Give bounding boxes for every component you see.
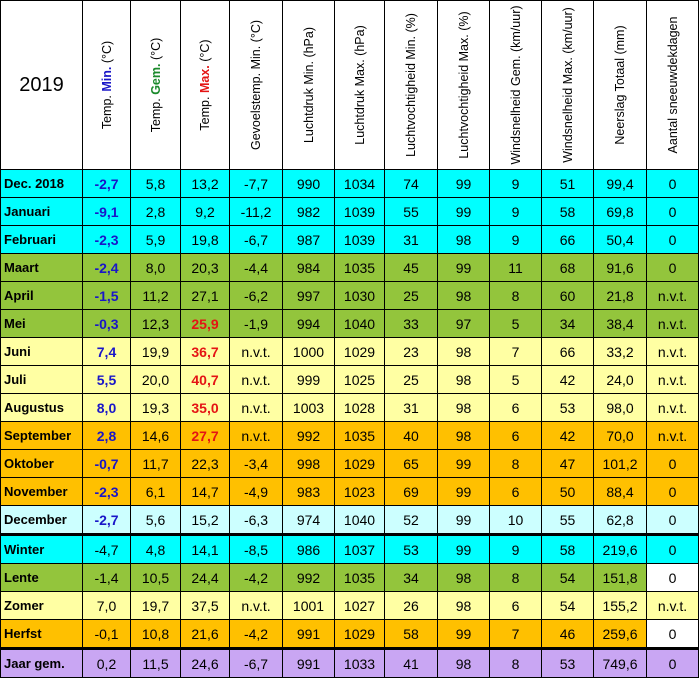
table-row xyxy=(1,394,699,422)
table-cell: n.v.t. xyxy=(647,338,699,366)
table-cell: -4,7 xyxy=(83,535,131,564)
table-cell: 50,4 xyxy=(594,226,647,254)
table-cell: 9,2 xyxy=(181,198,230,226)
table-cell: 55 xyxy=(385,198,438,226)
table-cell: 66 xyxy=(542,226,594,254)
table-cell: 151,8 xyxy=(594,564,647,592)
table-cell: 52 xyxy=(385,506,438,535)
table-cell: -4,4 xyxy=(230,254,283,282)
table-cell: 1027 xyxy=(335,592,385,620)
table-cell: 1035 xyxy=(335,422,385,450)
table-cell: 45 xyxy=(385,254,438,282)
table-cell: 992 xyxy=(283,422,335,450)
table-cell: 8 xyxy=(490,282,542,310)
column-header-label: Luchtdruk Min. (hPa) xyxy=(301,26,316,144)
table-cell: 38,4 xyxy=(594,310,647,338)
table-cell: 55 xyxy=(542,506,594,535)
table-cell: 40,7 xyxy=(181,366,230,394)
table-row xyxy=(1,282,699,310)
table-cell: -0,7 xyxy=(83,450,131,478)
column-header xyxy=(647,1,699,170)
table-cell: 5,6 xyxy=(131,506,181,535)
row-label: Juni xyxy=(1,338,83,366)
table-cell: 54 xyxy=(542,592,594,620)
row-label: Augustus xyxy=(1,394,83,422)
table-cell: 26 xyxy=(385,592,438,620)
column-header-label: Temp. Gem. (°C) xyxy=(148,37,163,133)
table-cell: -6,3 xyxy=(230,506,283,535)
table-cell: 19,8 xyxy=(181,226,230,254)
table-cell: 24,4 xyxy=(181,564,230,592)
table-cell: 7 xyxy=(490,338,542,366)
table-cell: 1037 xyxy=(335,535,385,564)
table-cell: 984 xyxy=(283,254,335,282)
table-cell: 10,8 xyxy=(131,620,181,649)
table-cell: 101,2 xyxy=(594,450,647,478)
table-cell: 33,2 xyxy=(594,338,647,366)
table-cell: 1029 xyxy=(335,620,385,649)
table-cell: -4,9 xyxy=(230,478,283,506)
table-cell: 991 xyxy=(283,620,335,649)
table-cell: 6 xyxy=(490,592,542,620)
table-cell: 11,7 xyxy=(131,450,181,478)
table-cell: 5,8 xyxy=(131,170,181,198)
table-cell: 6 xyxy=(490,422,542,450)
table-cell: 46 xyxy=(542,620,594,649)
table-cell: n.v.t. xyxy=(230,338,283,366)
table-cell: 20,3 xyxy=(181,254,230,282)
table-cell: n.v.t. xyxy=(230,592,283,620)
table-cell: -9,1 xyxy=(83,198,131,226)
table-cell: 6 xyxy=(490,394,542,422)
row-label: December xyxy=(1,506,83,535)
table-cell: 53 xyxy=(542,394,594,422)
table-cell: 13,2 xyxy=(181,170,230,198)
column-header-label: Temp. Min. (°C) xyxy=(99,40,114,130)
table-cell: 62,8 xyxy=(594,506,647,535)
column-header-label: Luchtdruk Max. (hPa) xyxy=(352,25,367,145)
table-cell: 70,0 xyxy=(594,422,647,450)
row-label: Lente xyxy=(1,564,83,592)
table-cell: 19,9 xyxy=(131,338,181,366)
table-cell: 20,0 xyxy=(131,366,181,394)
table-cell: 987 xyxy=(283,226,335,254)
table-cell: 25,9 xyxy=(181,310,230,338)
table-cell: 69,8 xyxy=(594,198,647,226)
table-cell: 40 xyxy=(385,422,438,450)
row-label: April xyxy=(1,282,83,310)
table-cell: 1030 xyxy=(335,282,385,310)
column-header xyxy=(230,1,283,170)
table-cell: 25 xyxy=(385,366,438,394)
table-cell: 1035 xyxy=(335,564,385,592)
table-cell: 983 xyxy=(283,478,335,506)
table-cell: 997 xyxy=(283,282,335,310)
table-body xyxy=(1,170,699,678)
table-cell: 6 xyxy=(490,478,542,506)
table-cell: 98,0 xyxy=(594,394,647,422)
row-label: Maart xyxy=(1,254,83,282)
table-cell: 974 xyxy=(283,506,335,535)
table-cell: 98 xyxy=(438,649,490,678)
row-label: Oktober xyxy=(1,450,83,478)
column-header-label: Luchtvochtigheid Min. (%) xyxy=(404,13,418,157)
table-cell: -4,2 xyxy=(230,620,283,649)
table-cell: 1003 xyxy=(283,394,335,422)
table-cell: 11 xyxy=(490,254,542,282)
table-cell: 1029 xyxy=(335,450,385,478)
table-cell: -2,4 xyxy=(83,254,131,282)
table-cell: 37,5 xyxy=(181,592,230,620)
table-cell: n.v.t. xyxy=(647,282,699,310)
table-cell: 98 xyxy=(438,394,490,422)
column-header-label: Windsnelheid Max. (km/uur) xyxy=(560,7,575,163)
table-cell: 98 xyxy=(438,592,490,620)
table-cell: 53 xyxy=(542,649,594,678)
table-cell: 991 xyxy=(283,649,335,678)
table-cell: 5,9 xyxy=(131,226,181,254)
table-cell: 7,4 xyxy=(83,338,131,366)
table-cell: 2,8 xyxy=(131,198,181,226)
table-row xyxy=(1,478,699,506)
table-cell: 22,3 xyxy=(181,450,230,478)
table-cell: n.v.t. xyxy=(230,366,283,394)
column-header xyxy=(335,1,385,170)
table-cell: 1034 xyxy=(335,170,385,198)
table-cell: -6,2 xyxy=(230,282,283,310)
column-header-label: Luchtvochtigheid Max. (%) xyxy=(456,11,471,159)
table-cell: 98 xyxy=(438,366,490,394)
table-cell: -0,1 xyxy=(83,620,131,649)
table-cell: 99 xyxy=(438,170,490,198)
table-row xyxy=(1,366,699,394)
table-cell: 2,8 xyxy=(83,422,131,450)
table-cell: 1039 xyxy=(335,198,385,226)
table-cell: 41 xyxy=(385,649,438,678)
table-cell: n.v.t. xyxy=(230,422,283,450)
table-cell: 0 xyxy=(647,564,699,592)
table-cell: 74 xyxy=(385,170,438,198)
table-cell: 1039 xyxy=(335,226,385,254)
table-cell: 0,2 xyxy=(83,649,131,678)
row-label: Winter xyxy=(1,535,83,564)
table-cell: n.v.t. xyxy=(647,394,699,422)
table-cell: 99 xyxy=(438,620,490,649)
table-cell: 1040 xyxy=(335,506,385,535)
table-cell: 99 xyxy=(438,535,490,564)
table-row xyxy=(1,310,699,338)
column-header-label: Windsnelheid Gem. (km/uur) xyxy=(508,5,523,165)
table-cell: -6,7 xyxy=(230,649,283,678)
table-cell: 42 xyxy=(542,366,594,394)
table-cell: 58 xyxy=(542,198,594,226)
table-cell: -1,4 xyxy=(83,564,131,592)
row-label: November xyxy=(1,478,83,506)
table-cell: 0 xyxy=(647,170,699,198)
table-cell: 994 xyxy=(283,310,335,338)
table-cell: -2,7 xyxy=(83,170,131,198)
row-label: Juli xyxy=(1,366,83,394)
table-cell: 21,8 xyxy=(594,282,647,310)
column-header xyxy=(283,1,335,170)
table-cell: 99,4 xyxy=(594,170,647,198)
table-cell: 982 xyxy=(283,198,335,226)
table-cell: 69 xyxy=(385,478,438,506)
table-cell: 986 xyxy=(283,535,335,564)
table-cell: 14,1 xyxy=(181,535,230,564)
table-cell: 21,6 xyxy=(181,620,230,649)
table-cell: 58 xyxy=(542,535,594,564)
table-cell: n.v.t. xyxy=(647,592,699,620)
table-cell: -2,3 xyxy=(83,226,131,254)
row-label: Herfst xyxy=(1,620,83,649)
table-cell: 10 xyxy=(490,506,542,535)
table-row xyxy=(1,254,699,282)
table-cell: 34 xyxy=(385,564,438,592)
table-cell: 5,5 xyxy=(83,366,131,394)
table-cell: -8,5 xyxy=(230,535,283,564)
table-cell: 54 xyxy=(542,564,594,592)
table-cell: 34 xyxy=(542,310,594,338)
table-cell: 8,0 xyxy=(131,254,181,282)
table-cell: 91,6 xyxy=(594,254,647,282)
table-cell: 53 xyxy=(385,535,438,564)
table-cell: 8,0 xyxy=(83,394,131,422)
table-cell: 0 xyxy=(647,198,699,226)
table-cell: 14,7 xyxy=(181,478,230,506)
table-cell: 24,0 xyxy=(594,366,647,394)
column-header xyxy=(131,1,181,170)
table-cell: 42 xyxy=(542,422,594,450)
table-cell: 8 xyxy=(490,649,542,678)
table-row xyxy=(1,592,699,620)
table-cell: 7,0 xyxy=(83,592,131,620)
table-row xyxy=(1,422,699,450)
table-cell: 47 xyxy=(542,450,594,478)
table-cell: n.v.t. xyxy=(647,422,699,450)
column-header xyxy=(594,1,647,170)
table-cell: 1023 xyxy=(335,478,385,506)
row-label: Januari xyxy=(1,198,83,226)
table-cell: 9 xyxy=(490,226,542,254)
table-cell: 7 xyxy=(490,620,542,649)
column-header xyxy=(438,1,490,170)
table-cell: 27,7 xyxy=(181,422,230,450)
table-cell: 36,7 xyxy=(181,338,230,366)
table-cell: 24,6 xyxy=(181,649,230,678)
table-cell: 19,7 xyxy=(131,592,181,620)
table-cell: 98 xyxy=(438,226,490,254)
table-cell: -1,5 xyxy=(83,282,131,310)
table-cell: 8 xyxy=(490,564,542,592)
table-cell: 99 xyxy=(438,478,490,506)
table-cell: 0 xyxy=(647,254,699,282)
column-header-label: Gevoelstemp. Min. (°C) xyxy=(249,19,263,151)
table-cell: 1001 xyxy=(283,592,335,620)
table-row xyxy=(1,226,699,254)
table-cell: 1000 xyxy=(283,338,335,366)
table-row xyxy=(1,649,699,678)
table-cell: 4,8 xyxy=(131,535,181,564)
table-cell: 5 xyxy=(490,310,542,338)
column-header xyxy=(181,1,230,170)
table-row xyxy=(1,338,699,366)
table-cell: 99 xyxy=(438,254,490,282)
table-cell: 98 xyxy=(438,338,490,366)
table-cell: 25 xyxy=(385,282,438,310)
table-cell: 31 xyxy=(385,394,438,422)
table-cell: 99 xyxy=(438,450,490,478)
table-cell: 6,1 xyxy=(131,478,181,506)
table-cell: 99 xyxy=(438,506,490,535)
table-cell: -3,4 xyxy=(230,450,283,478)
header-row xyxy=(1,1,699,170)
table-cell: 155,2 xyxy=(594,592,647,620)
table-cell: 0 xyxy=(647,478,699,506)
table-row xyxy=(1,198,699,226)
table-row xyxy=(1,170,699,198)
table-cell: n.v.t. xyxy=(230,394,283,422)
table-cell: 0 xyxy=(647,535,699,564)
table-cell: 1029 xyxy=(335,338,385,366)
table-cell: 0 xyxy=(647,506,699,535)
table-cell: -0,3 xyxy=(83,310,131,338)
table-cell: -4,2 xyxy=(230,564,283,592)
table-row xyxy=(1,535,699,564)
table-cell: 66 xyxy=(542,338,594,366)
table-cell: 5 xyxy=(490,366,542,394)
table-cell: 65 xyxy=(385,450,438,478)
table-cell: 27,1 xyxy=(181,282,230,310)
table-cell: -11,2 xyxy=(230,198,283,226)
table-cell: 98 xyxy=(438,282,490,310)
table-cell: 19,3 xyxy=(131,394,181,422)
table-cell: 15,2 xyxy=(181,506,230,535)
table-cell: 9 xyxy=(490,198,542,226)
column-header-label: Aantal sneeuwdekdagen xyxy=(665,16,680,154)
table-cell: 998 xyxy=(283,450,335,478)
table-cell: 259,6 xyxy=(594,620,647,649)
table-cell: 992 xyxy=(283,564,335,592)
column-header xyxy=(490,1,542,170)
table-cell: 10,5 xyxy=(131,564,181,592)
table-cell: -2,3 xyxy=(83,478,131,506)
table-cell: -1,9 xyxy=(230,310,283,338)
table-cell: 31 xyxy=(385,226,438,254)
table-cell: 0 xyxy=(647,450,699,478)
table-cell: 0 xyxy=(647,649,699,678)
table-cell: 88,4 xyxy=(594,478,647,506)
row-label: Mei xyxy=(1,310,83,338)
table-cell: 1025 xyxy=(335,366,385,394)
row-label: Zomer xyxy=(1,592,83,620)
table-cell: 33 xyxy=(385,310,438,338)
table-cell: 99 xyxy=(438,198,490,226)
column-header xyxy=(385,1,438,170)
table-cell: 1033 xyxy=(335,649,385,678)
table-cell: 68 xyxy=(542,254,594,282)
table-cell: 35,0 xyxy=(181,394,230,422)
table-cell: 999 xyxy=(283,366,335,394)
table-cell: 98 xyxy=(438,564,490,592)
table-cell: 1028 xyxy=(335,394,385,422)
table-cell: -2,7 xyxy=(83,506,131,535)
table-cell: 9 xyxy=(490,535,542,564)
table-cell: 1040 xyxy=(335,310,385,338)
row-label: Dec. 2018 xyxy=(1,170,83,198)
year-title: 2019 xyxy=(1,1,83,170)
table-row xyxy=(1,506,699,535)
table-cell: -7,7 xyxy=(230,170,283,198)
table-cell: -6,7 xyxy=(230,226,283,254)
table-cell: 12,3 xyxy=(131,310,181,338)
table-cell: n.v.t. xyxy=(647,310,699,338)
table-cell: 58 xyxy=(385,620,438,649)
table-cell: 749,6 xyxy=(594,649,647,678)
table-cell: 98 xyxy=(438,422,490,450)
table-cell: 11,5 xyxy=(131,649,181,678)
table-row xyxy=(1,564,699,592)
table-row xyxy=(1,620,699,649)
table-cell: 97 xyxy=(438,310,490,338)
column-header xyxy=(83,1,131,170)
table-cell: 23 xyxy=(385,338,438,366)
table-cell: 0 xyxy=(647,226,699,254)
table-cell: 60 xyxy=(542,282,594,310)
table-cell: 0 xyxy=(647,620,699,649)
table-cell: 50 xyxy=(542,478,594,506)
table-cell: n.v.t. xyxy=(647,366,699,394)
column-header-label: Neerslag Totaal (mm) xyxy=(613,25,627,145)
table-row xyxy=(1,450,699,478)
table-cell: 51 xyxy=(542,170,594,198)
table-cell: 1035 xyxy=(335,254,385,282)
table-cell: 11,2 xyxy=(131,282,181,310)
table-cell: 990 xyxy=(283,170,335,198)
row-label: Jaar gem. xyxy=(1,649,83,678)
row-label: Februari xyxy=(1,226,83,254)
table-cell: 14,6 xyxy=(131,422,181,450)
column-header xyxy=(542,1,594,170)
table-cell: 9 xyxy=(490,170,542,198)
table-cell: 8 xyxy=(490,450,542,478)
row-label: September xyxy=(1,422,83,450)
table-cell: 219,6 xyxy=(594,535,647,564)
column-header-label: Temp. Max. (°C) xyxy=(198,39,212,131)
